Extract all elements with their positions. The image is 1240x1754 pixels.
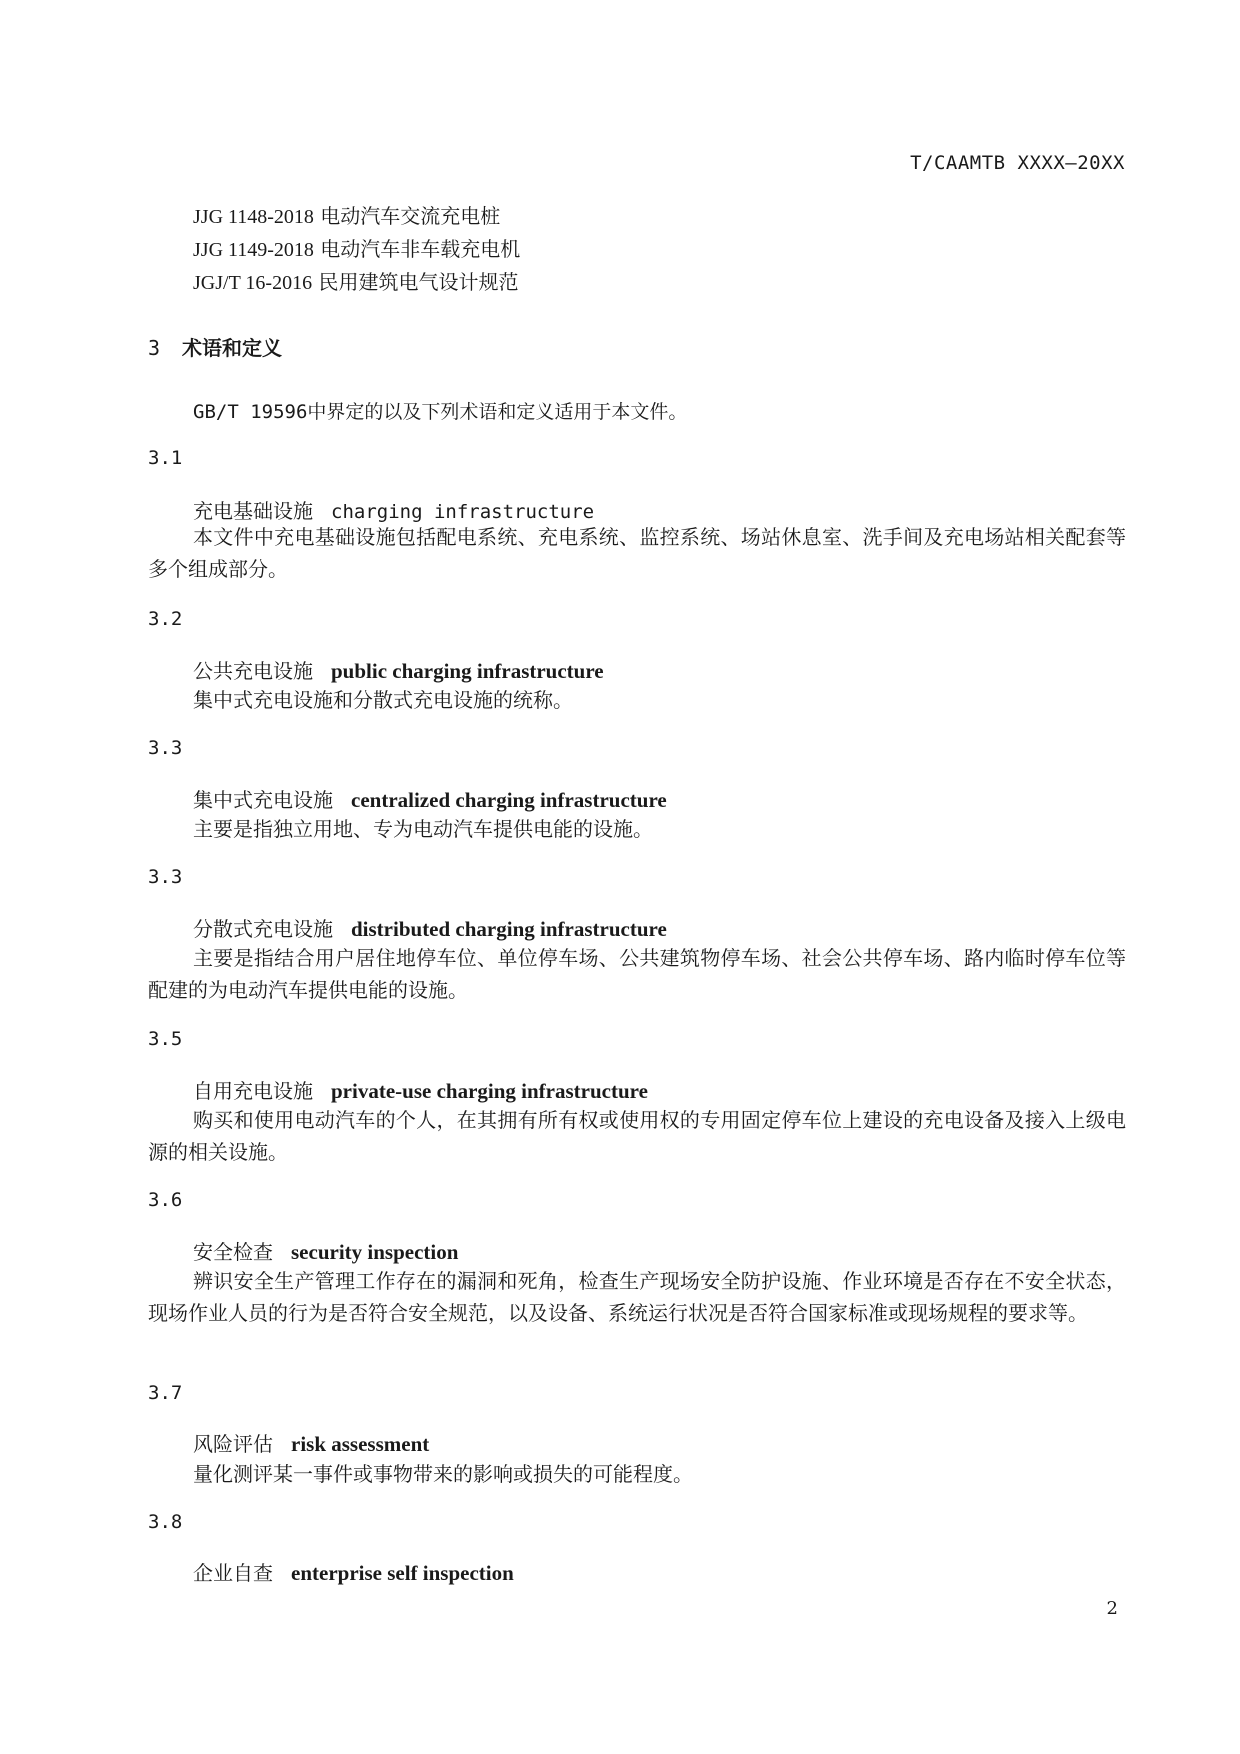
term-heading: 自用充电设施 private-use charging infrastructure: [193, 1079, 648, 1103]
term-definition: 购买和使用电动汽车的个人，在其拥有所有权或使用权的专用固定停车位上建设的充电设备及接入上级电源的相关设施。: [148, 1108, 1126, 1164]
term-number: 3.6: [148, 1189, 183, 1211]
reference-list: [193, 200, 520, 299]
document-code: T/CAAMTB XXXX—20XX: [910, 152, 1125, 174]
term-definition: 辨识安全生产管理工作存在的漏洞和死角，检查生产现场安全防护设施、作业环境是否存在不安全状态，现场作业人员的行为是否符合安全规范，以及设备、系统运行状况是否符合国家标准或现场规程的要求等。: [148, 1269, 1126, 1325]
term-heading: 企业自查 enterprise self inspection: [193, 1561, 514, 1585]
term-heading: 分散式充电设施 distributed charging infrastructure: [193, 917, 667, 941]
term-heading: 风险评估 risk assessment: [193, 1432, 430, 1456]
reference-item: JJG 1149-2018 电动汽车非车载充电机: [193, 237, 521, 261]
term-number: 3.3: [148, 737, 183, 759]
term-definition: 集中式充电设施和分散式充电设施的统称。: [193, 688, 573, 712]
term-heading: 公共充电设施 public charging infrastructure: [193, 659, 604, 683]
term-number: 3.2: [148, 608, 183, 630]
section-intro: GB/T 19596中界定的以及下列术语和定义适用于本文件。: [193, 401, 688, 423]
term-number: 3.1: [148, 447, 183, 469]
term-number: 3.7: [148, 1382, 183, 1404]
term-number: 3.3: [148, 866, 183, 888]
term-heading: 集中式充电设施 centralized charging infrastructure: [193, 788, 667, 812]
reference-item: JJG 1148-2018 电动汽车交流充电桩: [193, 204, 501, 228]
section-title: 3 术语和定义: [148, 336, 282, 360]
term-definition: 主要是指结合用户居住地停车位、单位停车场、公共建筑物停车场、社会公共停车场、路内临时停车位等配建的为电动汽车提供电能的设施。: [148, 946, 1126, 1002]
term-number: 3.5: [148, 1028, 183, 1050]
term-definition: 量化测评某一事件或事物带来的影响或损失的可能程度。: [193, 1462, 693, 1486]
term-heading: 充电基础设施 charging infrastructure: [193, 499, 595, 523]
term-definition: 本文件中充电基础设施包括配电系统、充电系统、监控系统、场站休息室、洗手间及充电场站相关配套等多个组成部分。: [148, 525, 1126, 581]
page-number: 2: [1106, 1598, 1118, 1619]
term-heading: 安全检查 security inspection: [193, 1240, 459, 1264]
term-definition: 主要是指独立用地、专为电动汽车提供电能的设施。: [193, 817, 653, 841]
reference-item: JGJ/T 16-2016 民用建筑电气设计规范: [193, 270, 519, 294]
term-number: 3.8: [148, 1511, 183, 1533]
